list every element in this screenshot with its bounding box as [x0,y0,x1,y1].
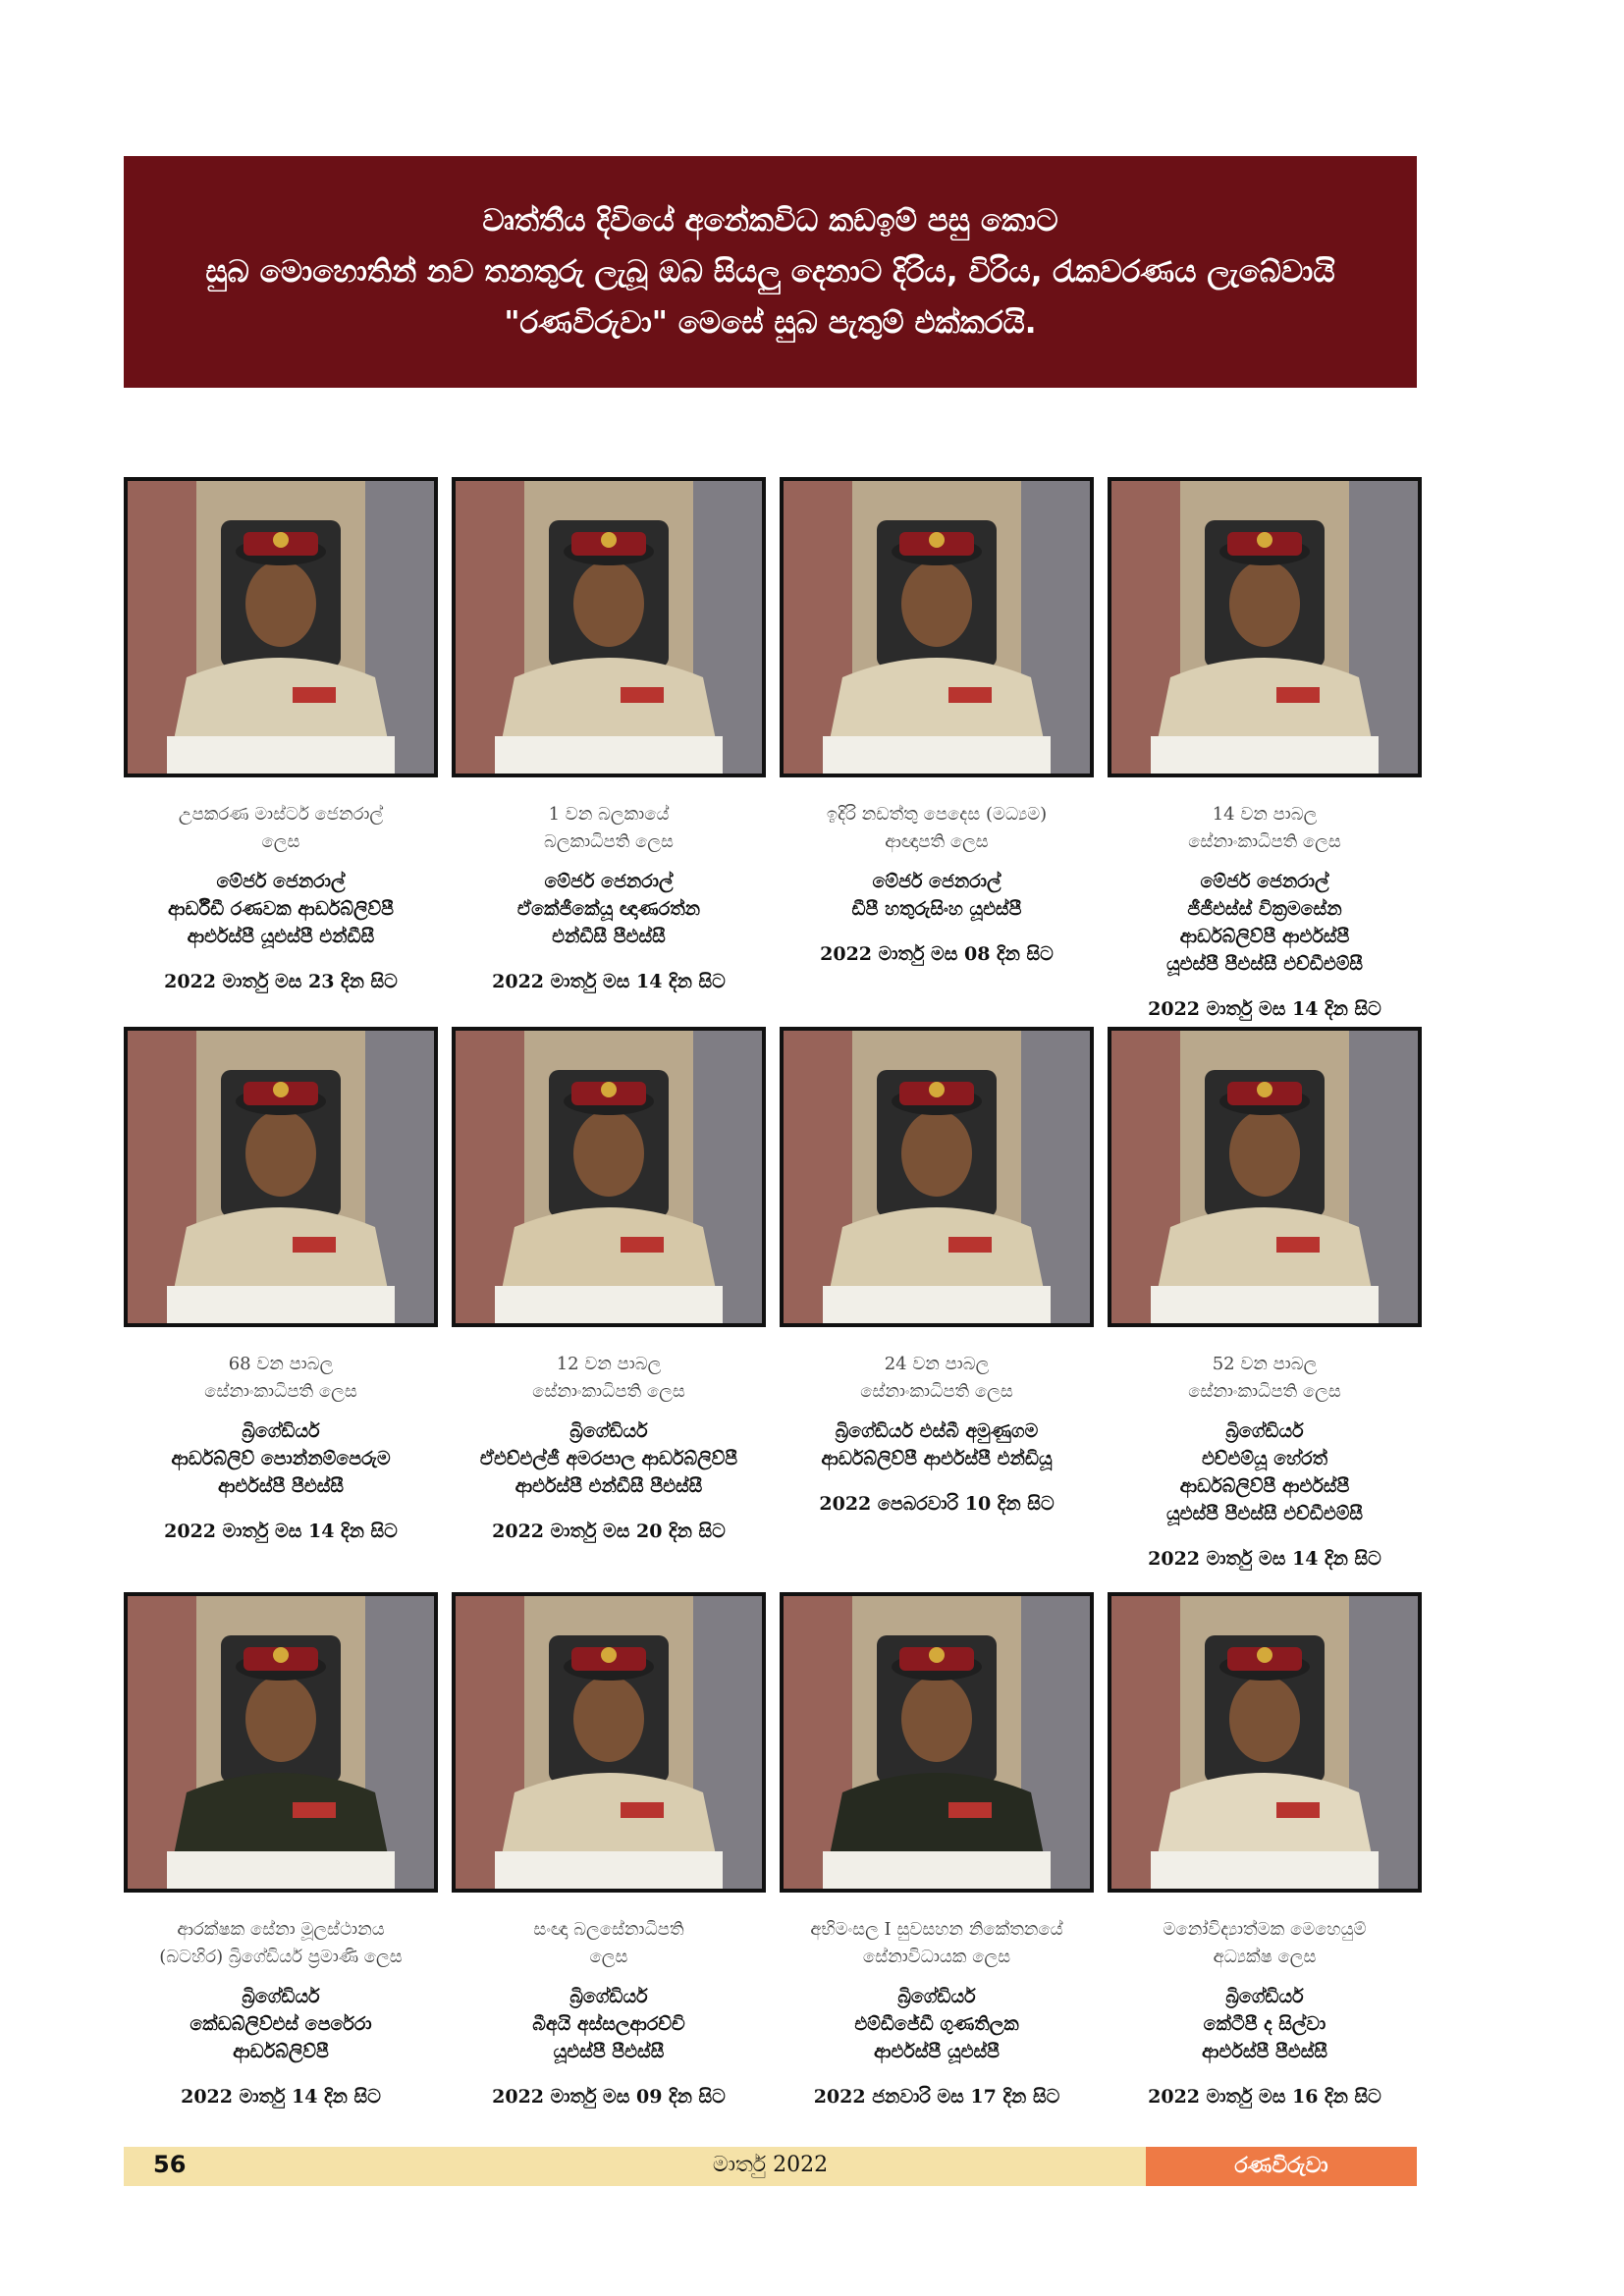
officer-position: මනෝවිද්‍යාත්මක මෙහෙයුම් අධ්‍යක්ෂ ලෙස [1163,1919,1367,1967]
magazine-brand: රණවිරුවා [1146,2147,1417,2186]
officer-name: බ්‍රිගේඩියර් ආර්ඩබ්ලිව් පොන්නම්පෙරුම ආර්එස්පී පීඑස්සී [171,1420,391,1497]
officer-name: බ්‍රිගේඩියර් එච්එම්යූ හේරත් ආර්ඩබ්ලිව්පී ආර්එස්පී යූඑස්පී පීඑස්සී එච්ඩීඑම්සී [1165,1420,1364,1524]
effective-date: 2022 ජනවාරි මස 17 දින සිට [813,2086,1060,2108]
officer-position: ආරක්ෂක සේනා මූලස්ථානය (බටහිර) බ්‍රිගේඩියර් ප්‍රමාණි ලෙස [159,1919,403,1967]
effective-date: 2022 මාර්තු 14 දින සිට [181,2086,381,2108]
officer-name: මේජර් ජෙනරාල් ඩීපී හතුරුසිංහ යූඑස්පී [851,871,1022,920]
officer-card [780,477,1094,968]
page-footer [124,2147,1417,2186]
officer-photo [780,1592,1094,1893]
officer-photo [452,477,766,777]
greeting-banner [124,156,1417,388]
banner-line-1: වෘත්තීය දිවියේ අනේකවිධ කඩඉම් පසු කොට [482,203,1058,239]
officer-position: 52 වන පාබල සේනාංකාධිපති ලෙස [1188,1354,1341,1402]
officer-name: මේජර් ජෙනරාල් ඒකේජීකේයූ ඥාණරත්න එන්ඩීසී පීඑස්සී [516,871,701,947]
officer-card [1108,477,1422,1023]
effective-date: 2022 මාර්තු මස 16 දින සිට [1148,2086,1381,2108]
officer-position: 68 වන පාබල සේනාංකාධිපති ලෙස [204,1354,357,1402]
officer-position: ඉදිරි නඩත්තු පෙදෙස (මධ්‍යම) ආඥාපති ලෙස [826,804,1048,852]
effective-date: 2022 මාර්තු මස 14 දින සිට [164,1521,398,1542]
officer-card [780,1592,1094,2110]
banner-line-3: "රණවිරුවා" මෙසේ සුබ පැතුම් එක්කරයි. [504,305,1037,341]
officer-name: බ්‍රිගේඩියර් ඒඑච්එල්ජී අමරපාල ආර්ඩබ්ලිව්පී ආර්එස්පී එන්ඩීසී පීඑස්සී [479,1420,738,1497]
officer-position: අභිමංසල I සුවසහන නිකේතනයේ සේනාවිධායක ලෙස [810,1919,1063,1967]
officer-photo [1108,477,1422,777]
officer-name: බ්‍රිගේඩියර් බීඅයි අස්සලආරච්චි යූඑස්පී පීඑස්සී [532,1986,685,2062]
officer-position: 1 වන බලකායේ බලකාධිපති ලෙස [544,804,674,852]
officer-position: සංඥා බලසේනාධිපති ලෙස [533,1919,684,1967]
officer-position: 12 වන පාබල සේනාංකාධිපති ලෙස [532,1354,685,1402]
officer-position: 14 වන පාබල සේනාංකාධිපති ලෙස [1188,804,1341,852]
effective-date: 2022 මාර්තු මස 09 දින සිට [492,2086,726,2108]
officer-photo [124,1592,438,1893]
officer-name: බ්‍රිගේඩියර් කේඩබ්ලිව්එස් පෙරේරා ආර්ඩබ්ලිව්පී [189,1986,372,2062]
effective-date: 2022 මාර්තු මස 14 දින සිට [492,971,726,992]
officer-name: බ්‍රිගේඩියර් එස්බී අමුණුගම ආර්ඩබ්ලිව්පී ආර්එස්පී එන්ඩියූ [821,1420,1053,1469]
effective-date: 2022 මාර්තු මස 08 දින සිට [820,943,1054,965]
officer-photo [124,477,438,777]
officer-name: මේජර් ජෙනරාල් ජීජීඑස්ස් වික්‍රමසේන ආර්ඩබ්ලිව්පී ආර්එස්පී යූඑස්පී පීඑස්සී එච්ඩීඑම්සී [1165,871,1364,975]
officer-name: මේජර් ජෙනරාල් ආර්ඩීඩී රණවක ආර්ඩබ්ලිව්පී ආර්එස්පී යූඑස්පී එන්ඩීසී [168,871,394,947]
banner-line-2: සුබ මොහොතින් නව තනතුරු ලැබූ ඔබ සියලු දෙනාට දිරිය, විරිය, රැකවරණය ලැබේවායි [205,254,1335,290]
officer-photo [452,1592,766,1893]
officer-card [124,1592,438,2110]
officer-name: බ්‍රිගේඩියර් එම්ඩීජේඩී ගුණතිලක ආර්එස්පී යූඑස්පී [854,1986,1019,2062]
officer-card [452,477,766,995]
effective-date: 2022 මාර්තු මස 14 දින සිට [1148,998,1381,1020]
officer-name: බ්‍රිගේඩියර් කේටීපී ද සිල්වා ආර්එස්පී පීඑස්සී [1201,1986,1328,2062]
officer-position: 24 වන පාබල සේනාංකාධිපති ලෙස [860,1354,1013,1402]
effective-date: 2022 මාර්තු මස 14 දින සිට [1148,1548,1381,1570]
officer-photo [1108,1592,1422,1893]
officer-photo [124,1027,438,1327]
officer-card [780,1027,1094,1518]
officer-photo [780,477,1094,777]
issue-month: මාර්තු 2022 [712,2153,829,2177]
officer-photo [780,1027,1094,1327]
officer-card [452,1027,766,1545]
effective-date: 2022 මාර්තු මස 23 දින සිට [164,971,398,992]
officer-card [1108,1027,1422,1573]
officer-photo [452,1027,766,1327]
officer-card [1108,1592,1422,2110]
officer-photo [1108,1027,1422,1327]
effective-date: 2022 මාර්තු මස 20 දින සිට [492,1521,726,1542]
officer-position: උපකරණ මාස්ටර් ජෙනරාල් ලෙස [178,804,384,852]
page-number: 56 [153,2151,187,2178]
officer-card [124,1027,438,1545]
officer-card [124,477,438,995]
effective-date: 2022 පෙබරවාරි 10 දින සිට [819,1493,1055,1515]
officer-card [452,1592,766,2110]
